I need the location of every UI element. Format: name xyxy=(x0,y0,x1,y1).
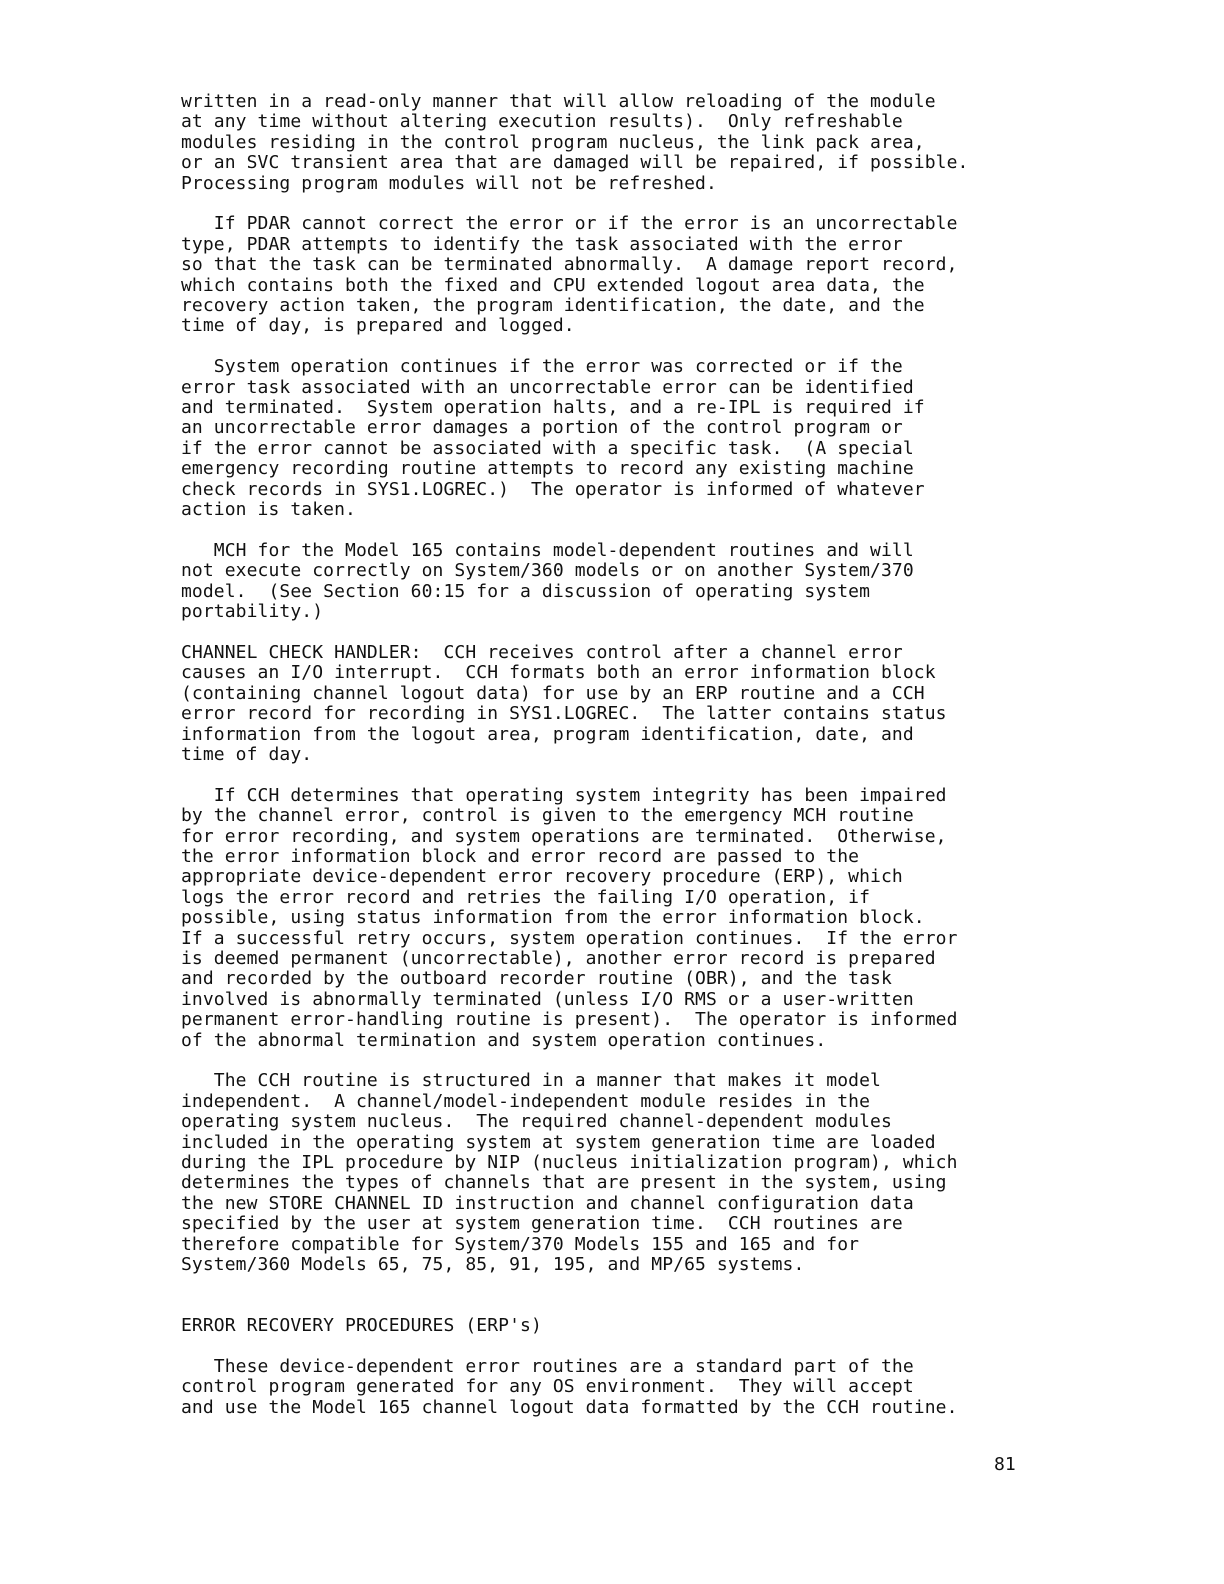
paragraph-cch-structure: The CCH routine is structured in a manner that makes it model independent. A channel/model-independent module resides in the operating system nucleus. The required channel-dependent modules included in the operating system at system generation time are loaded during the IPL procedure by NIP (nucleus initialization program), which determines the types of channels that are present in the system, using the new STORE CHANNEL ID instruction and channel configuration data specified by the user at system generation time. CCH routines are therefore compatible for System/370 Models 155 and 165 and for System/360 Models 65, 75, 85, 91, 195, and MP/65 systems. xyxy=(181,1070,958,1276)
paragraph-channel-check-handler: CHANNEL CHECK HANDLER: CCH receives control after a channel error causes an I/O interrupt. CCH formats both an error information block (containing channel logout data) for use by an ERP routine and a CCH error record for recording in SYS1.LOGREC. The latter contains status information from the logout area, program identification, date, and time of day. xyxy=(181,641,947,765)
paragraph-pdar-uncorrectable: If PDAR cannot correct the error or if the error is an uncorrectable type, PDAR attempts to identify the task associated with the error so that the task can be terminated abnormally. A damage report record, which contains both the fixed and CPU extended logout area data, the recovery action taken, the program identification, the date, and the time of day, is prepared and logged. xyxy=(181,213,958,337)
paragraph-erp-description: These device-dependent error routines are a standard part of the control program generated for any OS environment. They will accept and use the Model 165 channel logout data formatted by the CCH routine. xyxy=(181,1356,958,1418)
paragraph-pdar-refresh: written in a read-only manner that will allow reloading of the module at any time without altering execution results). Only refreshable modules residing in the control program nucleus, the link pack area, or an SVC transient area that are damaged will be repaired, if possible. Processing program modules will not be refreshed. xyxy=(181,91,969,194)
paragraph-system-operation: System operation continues if the error was corrected or if the error task associated with an uncorrectable error can be identified and terminated. System operation halts, and a re-IPL is required if an uncorrectable error damages a portion of the control program or if the error cannot be associated with a specific task. (A special emergency recording routine attempts to record any existing machine check records in SYS1.LOGREC.) The operator is informed of whatever action is taken. xyxy=(181,356,925,521)
paragraph-cch-integrity: If CCH determines that operating system integrity has been impaired by the channel error, control is given to the emergency MCH routine for error recording, and system operations are terminated. Otherwise, the error information block and error record are passed to the appropriate device-dependent error recovery procedure (ERP), which logs the error record and retries the failing I/O operation, if possible, using status information from the error information block. If a successful retry occurs, system operation continues. If the error is deemed permanent (uncorrectable), another error record is prepared and recorded by the outboard recorder routine (OBR), and the task involved is abnormally terminated (unless I/O RMS or a user-written permanent error-handling routine is present). The operator is informed of the abnormal termination and system operation continues. xyxy=(181,784,958,1051)
page-number: 81 xyxy=(994,1454,1016,1475)
section-heading: ERROR RECOVERY PROCEDURES (ERP's) xyxy=(181,1315,542,1337)
body-text xyxy=(181,92,1061,1418)
paragraph-mch-model-dependent: MCH for the Model 165 contains model-dependent routines and will not execute correctly on System/360 models or on another System/370 model. (See Section 60:15 for a discussion of operating system portability.) xyxy=(181,539,914,623)
